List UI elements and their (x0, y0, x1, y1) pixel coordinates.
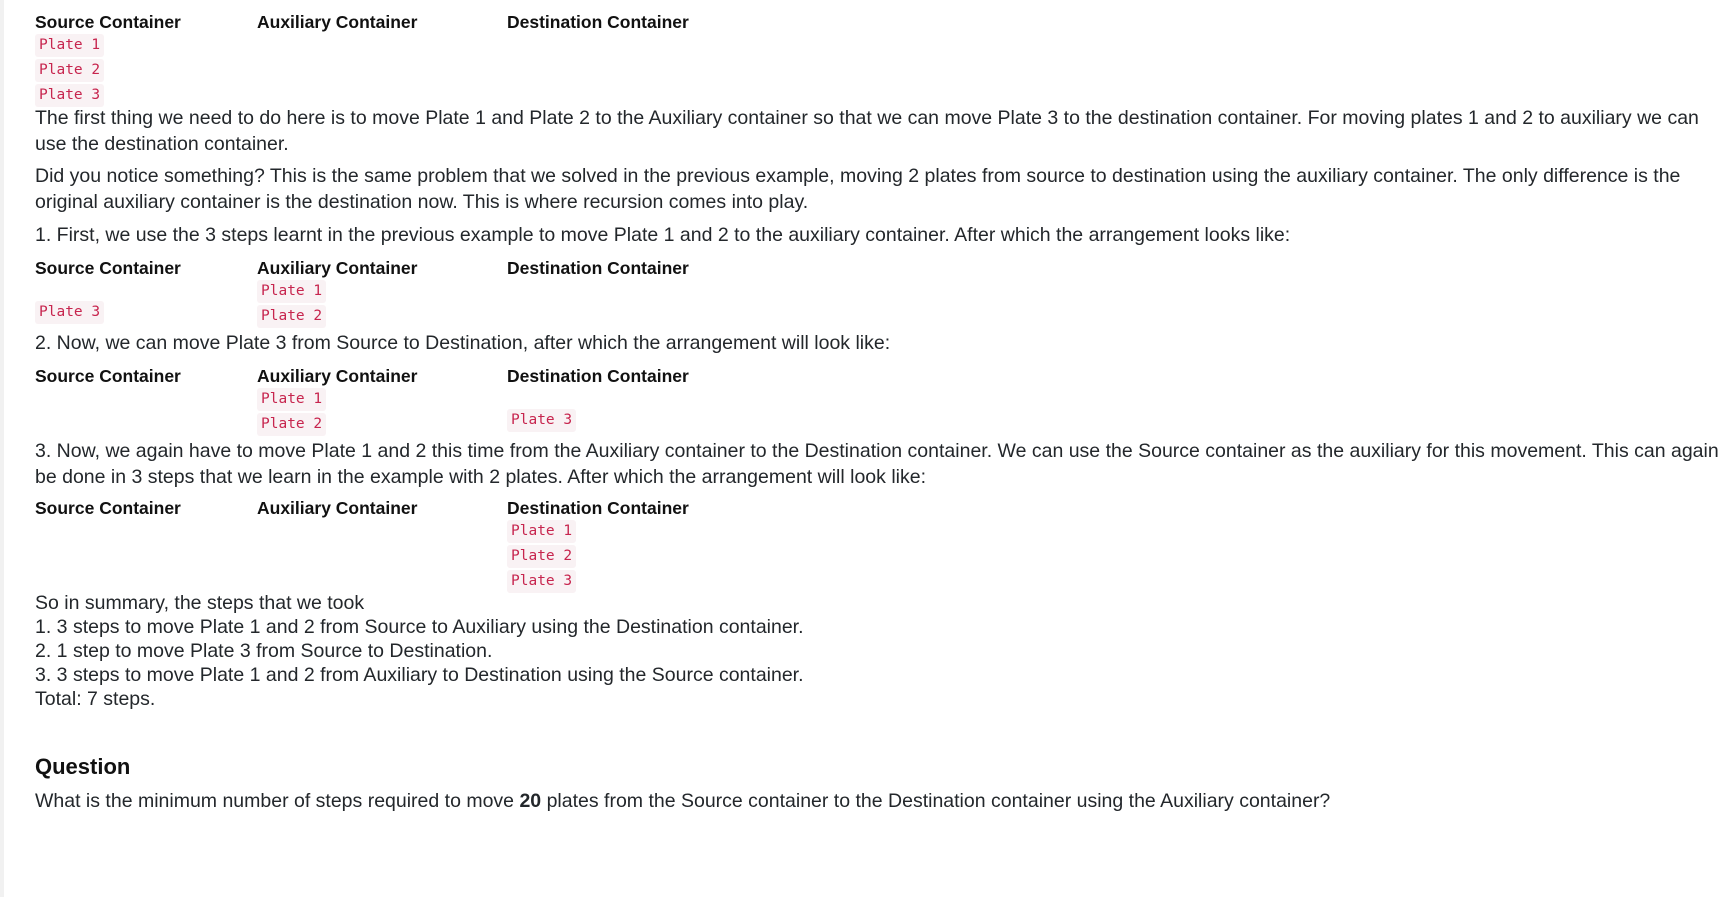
source-header: Source Container (35, 498, 181, 518)
summary-line: 2. 1 step to move Plate 3 from Source to Destination. (35, 640, 493, 662)
paragraph-intro: The first thing we need to do here is to move Plate 1 and Plate 2 to the Auxiliary container so that we can move Plate 3 to the destination container. For moving plates 1 and 2 to auxiliary we can use the destination container. (35, 107, 1699, 155)
destination-header: Destination Container (507, 366, 689, 386)
container-table-after-step-3 (35, 496, 1715, 589)
plate-item: Plate 2 (257, 305, 326, 328)
destination-column (507, 256, 689, 280)
source-column (35, 10, 181, 103)
auxiliary-plates (257, 388, 326, 438)
destination-plates (507, 409, 576, 434)
plate-item: Plate 3 (35, 301, 104, 324)
summary-intro: So in summary, the steps that we took (35, 592, 365, 614)
destination-header: Destination Container (507, 498, 689, 518)
plate-item: Plate 3 (507, 409, 576, 432)
source-plates (35, 301, 104, 326)
auxiliary-header: Auxiliary Container (257, 366, 418, 386)
source-header: Source Container (35, 366, 181, 386)
source-column (35, 256, 181, 320)
summary-block (35, 590, 804, 712)
summary-line: 3. 3 steps to move Plate 1 and 2 from Auxiliary to Destination using the Source container. (35, 664, 804, 686)
step-1-text: 1. First, we use the 3 steps learnt in the previous example to move Plate 1 and 2 to the auxiliary container. After which the arrangement looks like: (35, 224, 1291, 246)
summary-total: Total: 7 steps. (35, 688, 156, 710)
auxiliary-column (257, 10, 417, 34)
auxiliary-column (257, 256, 418, 324)
plate-item: Plate 1 (35, 34, 104, 57)
container-table-after-step-1 (35, 256, 1715, 336)
container-table-initial (35, 10, 1715, 103)
plate-item: Plate 1 (257, 388, 326, 411)
source-header: Source Container (35, 258, 181, 278)
destination-header: Destination Container (507, 258, 689, 278)
source-header: Source Container (35, 12, 181, 32)
question-title: Question (35, 754, 131, 779)
auxiliary-header: Auxiliary Container (257, 258, 418, 278)
question-text-before: What is the minimum number of steps required to move (35, 790, 520, 812)
left-border (0, 0, 4, 897)
plate-item: Plate 3 (507, 570, 576, 593)
plate-item: Plate 3 (35, 84, 104, 107)
question-text (35, 788, 1330, 814)
auxiliary-header: Auxiliary Container (257, 498, 418, 518)
source-plates (35, 34, 104, 109)
step-3-text: 3. Now, we again have to move Plate 1 and 2 this time from the Auxiliary container to the Destination container. We can use the Source container as the auxiliary for this movement. This can again be done in 3 steps that we learn in the example with 2 plates. After which the arrangement will look like: (35, 440, 1719, 488)
plate-item: Plate 1 (507, 520, 576, 543)
plate-item: Plate 2 (257, 413, 326, 436)
destination-header: Destination Container (507, 12, 689, 32)
destination-plates (507, 520, 576, 595)
question-plate-count: 20 (519, 790, 542, 812)
question-text-after: plates from the Source container to the Destination container using the Auxiliary container? (541, 790, 1331, 812)
destination-column (507, 364, 689, 428)
auxiliary-column (257, 364, 418, 432)
summary-line: 1. 3 steps to move Plate 1 and 2 from Source to Auxiliary using the Destination container. (35, 616, 804, 638)
plate-item: Plate 2 (507, 545, 576, 568)
paragraph-recursion: Did you notice something? This is the same problem that we solved in the previous example, moving 2 plates from source to destination using the auxiliary container. The only difference is the original auxiliary container is the destination now. This is where recursion comes into play. (35, 165, 1681, 213)
destination-column (507, 496, 689, 589)
auxiliary-header: Auxiliary Container (257, 12, 418, 32)
step-2-text: 2. Now, we can move Plate 3 from Source to Destination, after which the arrangement will look like: (35, 332, 891, 354)
auxiliary-plates (257, 280, 326, 330)
source-column (35, 496, 181, 520)
container-table-after-step-2 (35, 364, 1715, 444)
auxiliary-column (257, 496, 417, 520)
destination-column (507, 10, 689, 34)
plate-item: Plate 1 (257, 280, 326, 303)
source-column (35, 364, 181, 388)
plate-item: Plate 2 (35, 59, 104, 82)
